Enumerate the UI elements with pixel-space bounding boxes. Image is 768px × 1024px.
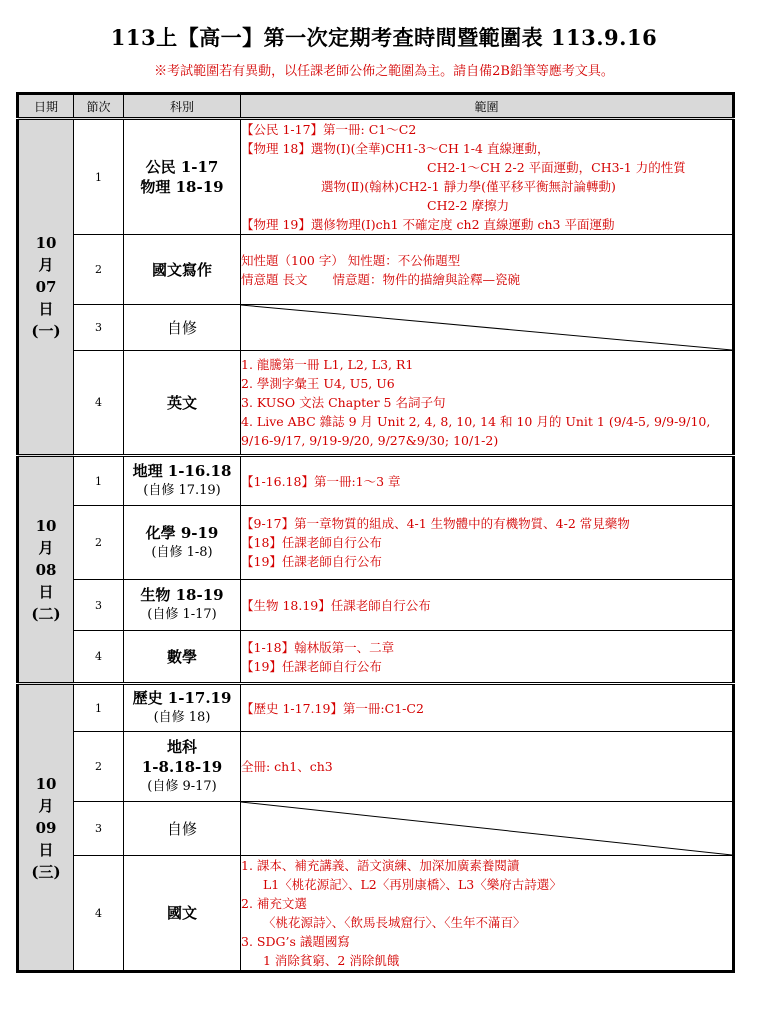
period-cell: 4 [74, 856, 124, 972]
scope-line: 【1-18】翰林版第一、二章 [241, 639, 395, 655]
scope-line: 【物理 18】選物(Ⅰ)(全華)CH1-3～CH 1-4 直線運動， [241, 141, 550, 156]
scope-line: 【18】任課老師自行公布 [241, 535, 382, 550]
date-weekday: (三) [31, 862, 61, 881]
exam-schedule-table [16, 92, 735, 973]
date-day-char: 日 [38, 582, 54, 601]
table-row [18, 856, 734, 972]
scope-line: 2. 學測字彙王 U4, U5, U6 [241, 376, 395, 391]
scope-line: 3. SDG’s 議題國寫 [241, 934, 350, 949]
exam-notice: ※考試範圍若有異動，以任課老師公佈之範圍為主。請自備2B鉛筆等應考文具。 [154, 64, 614, 79]
table-row [18, 506, 734, 580]
table-row [18, 235, 734, 305]
date-month: 10 [35, 516, 57, 535]
subject-cell [124, 351, 241, 456]
subject-name: 英文 [166, 393, 197, 412]
scope-cell [241, 684, 734, 732]
subject-cell [124, 456, 241, 506]
scope-line: 知性題（100 字） 知性題：不公佈題型 [241, 252, 461, 268]
scope-line: 4. Live ABC 雜誌 9 月 Unit 2, 4, 8, 10, 14 和 10 月的 Unit 1 (9/4-5, 9/9-9/10, 9/16-9/17, 9/19-9/20, 9/27&9/30; 10/1-2) [241, 414, 711, 448]
header-scope: 範圍 [241, 94, 734, 119]
diagonal-slash [241, 802, 732, 855]
scope-line: 【19】任課老師自行公布 [241, 658, 382, 674]
scope-cell [241, 856, 734, 972]
table-row [18, 631, 734, 684]
subject-self-study: (自修 1-8) [151, 544, 213, 560]
date-day: 08 [35, 560, 57, 579]
date-cell-day2 [18, 456, 74, 684]
scope-line: 【生物 18.19】任課老師自行公布 [241, 597, 431, 613]
page-title: 113上【高一】第一次定期考查時間暨範圍表 113.9.16 [110, 25, 658, 50]
date-month-char: 月 [38, 796, 54, 815]
table-row [18, 580, 734, 631]
date-month-char: 月 [38, 256, 54, 274]
table-row [18, 456, 734, 506]
subject-self-study: (自修 17.19) [143, 483, 221, 498]
diagonal-slash [241, 305, 732, 350]
table-row [18, 732, 734, 802]
subject-name: 歷史 1-17.19 [132, 689, 232, 707]
period-cell: 1 [74, 119, 124, 235]
date-weekday: (二) [31, 604, 61, 623]
date-day: 09 [35, 818, 57, 837]
period-cell: 2 [74, 732, 124, 802]
period-cell: 3 [74, 580, 124, 631]
period-cell: 2 [74, 235, 124, 305]
empty-scope-cell [241, 305, 734, 351]
scope-line: 1. 龍騰第一冊 L1, L2, L3, R1 [241, 357, 414, 372]
subject-name: 自修 [166, 318, 197, 337]
subject-self-study: (自修 1-17) [147, 607, 217, 622]
scope-line: L1〈桃花源記〉、L2〈再別康橋〉、L3〈樂府古詩選〉 [263, 877, 562, 892]
period-cell: 2 [74, 506, 124, 580]
scope-line: 【物理 19】選修物理(Ⅰ)ch1 不確定度 ch2 直線運動 ch3 平面運動 [241, 217, 615, 232]
scope-line: 【9-17】第一章物質的組成、4-1 生物體中的有機物質、4-2 常見藥物 [241, 516, 630, 531]
subject-name: 地理 1-16.18 [132, 462, 232, 480]
scope-line: CH2-1～CH 2-2 平面運動，CH3-1 力的性質 [427, 160, 686, 175]
date-month-char: 月 [38, 538, 54, 557]
subject-cell [124, 732, 241, 802]
scope-cell [241, 631, 734, 684]
period-cell: 3 [74, 802, 124, 856]
scope-line: 3. KUSO 文法 Chapter 5 名詞子句 [241, 395, 446, 410]
scope-line: 2. 補充文選 [241, 896, 307, 911]
subject-cell [124, 631, 241, 684]
scope-line: 【19】任課老師自行公布 [241, 554, 382, 569]
period-cell: 4 [74, 631, 124, 684]
period-cell: 1 [74, 456, 124, 506]
scope-cell [241, 456, 734, 506]
subject-self-study: (自修 9-17) [147, 778, 217, 794]
subject-name: 生物 18-19 [140, 586, 224, 604]
date-day-char: 日 [38, 300, 54, 318]
table-row [18, 305, 734, 351]
subject-name: 1-8.18-19 [141, 757, 223, 776]
subject-cell [124, 235, 241, 305]
scope-line: 1. 課本、補充講義、語文演練、加深加廣素養閱讀 [241, 858, 520, 873]
date-day: 07 [35, 278, 57, 296]
subject-name: 國文 [166, 904, 197, 922]
subject-cell [124, 802, 241, 856]
scope-cell [241, 506, 734, 580]
scope-cell [241, 732, 734, 802]
table-row [18, 351, 734, 456]
scope-line: CH2-2 摩擦力 [427, 198, 510, 213]
subject-name: 地科 [166, 737, 197, 756]
scope-line: 全冊: ch1、ch3 [241, 759, 333, 774]
subject-cell [124, 119, 241, 235]
date-month: 10 [35, 234, 57, 252]
table-row [18, 119, 734, 235]
table-row [18, 802, 734, 856]
scope-line: 【公民 1-17】第一冊: C1～C2 [241, 122, 417, 137]
period-cell: 4 [74, 351, 124, 456]
scope-line: 【1-16.18】第一冊:1～3 章 [241, 473, 401, 489]
subject-name: 化學 9-19 [145, 523, 219, 542]
subject-name: 自修 [166, 819, 197, 838]
subject-cell [124, 305, 241, 351]
header-row [18, 94, 734, 119]
header-date: 日期 [18, 94, 74, 119]
table-row [18, 684, 734, 732]
subject-name: 公民 1-17 [145, 158, 219, 176]
subject-name: 數學 [166, 647, 197, 666]
subject-self-study: (自修 18) [153, 710, 211, 725]
scope-cell [241, 351, 734, 456]
date-cell-day1 [18, 119, 74, 456]
subject-name: 國文寫作 [151, 260, 212, 279]
scope-cell [241, 580, 734, 631]
period-cell: 3 [74, 305, 124, 351]
date-day-char: 日 [38, 840, 54, 859]
scope-line: 〈桃花源詩〉、〈飲馬長城窟行〉、〈生年不滿百〉 [263, 915, 526, 930]
subject-cell [124, 506, 241, 580]
subject-cell [124, 684, 241, 732]
subject-cell [124, 856, 241, 972]
period-cell: 1 [74, 684, 124, 732]
date-month: 10 [35, 774, 57, 793]
empty-scope-cell [241, 802, 734, 856]
subject-name: 物理 18-19 [140, 178, 224, 196]
scope-cell [241, 119, 734, 235]
scope-line: 1 消除貧窮、2 消除飢餓 [263, 953, 400, 968]
scope-line: 【歷史 1-17.19】第一冊:C1-C2 [241, 700, 424, 716]
subject-cell [124, 580, 241, 631]
scope-line: 選物(Ⅱ)(翰林)CH2-1 靜力學(僅平移平衡無討論轉動) [321, 179, 616, 194]
scope-cell [241, 235, 734, 305]
header-period: 節次 [74, 94, 124, 119]
header-subject: 科別 [124, 94, 241, 119]
date-cell-day3 [18, 684, 74, 972]
scope-line: 情意題 長文 情意題：物件的描繪與詮釋—瓷碗 [241, 271, 520, 287]
date-weekday: (一) [31, 322, 61, 340]
